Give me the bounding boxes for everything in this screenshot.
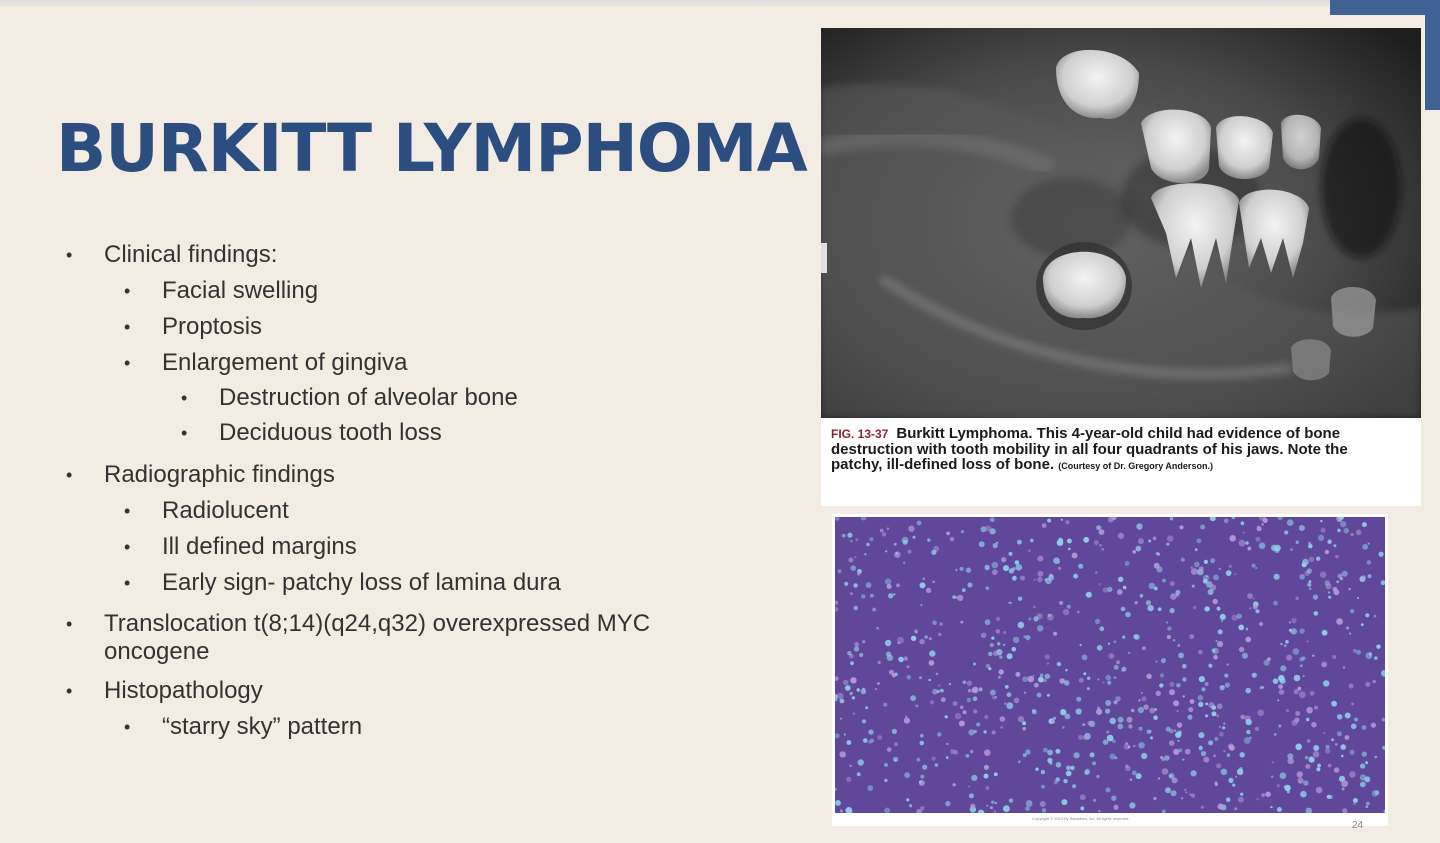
bullet-dot: • bbox=[66, 681, 73, 701]
bullet-dot: • bbox=[66, 245, 73, 265]
bullet-dot: • bbox=[66, 614, 73, 634]
radiograph-image bbox=[821, 28, 1421, 418]
bullet-dot: • bbox=[124, 573, 131, 593]
bullet-dot: • bbox=[181, 423, 188, 443]
figure-label: FIG. 13-37 bbox=[831, 427, 889, 441]
bullet-dot: • bbox=[124, 353, 131, 373]
bullet-proptosis: • Proptosis bbox=[124, 313, 263, 340]
bullet-translocation: • Translocation t(8;14)(q24,q32) overexpressed MYC oncogene bbox=[66, 610, 651, 665]
slide-title: BURKITT LYMPHOMA bbox=[56, 110, 807, 187]
histology-image bbox=[835, 517, 1385, 813]
bullet-dot: • bbox=[124, 281, 131, 301]
top-strip bbox=[0, 0, 1440, 6]
bullet-dot: • bbox=[66, 465, 73, 485]
page-number: 24 bbox=[1352, 820, 1364, 831]
radiograph-figure bbox=[821, 28, 1421, 506]
bullet-dot: • bbox=[124, 717, 131, 737]
histology-copyright: Copyright © 2014 by Saunders, Inc. All rights reserved. bbox=[1032, 816, 1130, 821]
bullet-deciduous-tooth-loss: • Deciduous tooth loss bbox=[181, 419, 442, 446]
figure-credit: (Courtesy of Dr. Gregory Anderson.) bbox=[1058, 461, 1213, 471]
histology-figure bbox=[832, 514, 1388, 826]
bullet-enlargement-gingiva: • Enlargement of gingiva bbox=[124, 349, 408, 376]
bullet-lamina-dura: • Early sign- patchy loss of lamina dura bbox=[124, 569, 561, 596]
bullet-dot: • bbox=[124, 537, 131, 557]
bullet-dot: • bbox=[181, 388, 188, 408]
bullet-facial-swelling: • Facial swelling bbox=[124, 277, 319, 304]
figure-caption-text: Burkitt Lymphoma. This 4-year-old child had evidence of bone destruction with tooth mobility in all four quadrants of his jaws. Note the patchy, ill-defined loss of bone. bbox=[831, 425, 1348, 473]
bullet-dot: • bbox=[124, 317, 131, 337]
bullet-list bbox=[64, 232, 784, 742]
bullet-clinical-findings: • Clinical findings: bbox=[66, 241, 278, 268]
bullet-histopathology: • Histopathology bbox=[66, 677, 263, 704]
bullet-dot: • bbox=[124, 501, 131, 521]
bullet-ill-defined-margins: • Ill defined margins bbox=[124, 533, 357, 560]
bullet-starry-sky: • “starry sky” pattern bbox=[124, 713, 363, 740]
bullet-alveolar-bone: • Destruction of alveolar bone bbox=[181, 384, 518, 411]
bullet-radiographic-findings: • Radiographic findings bbox=[66, 461, 335, 488]
radiograph-caption bbox=[831, 426, 1371, 474]
bullet-radiolucent: • Radiolucent bbox=[124, 497, 289, 524]
